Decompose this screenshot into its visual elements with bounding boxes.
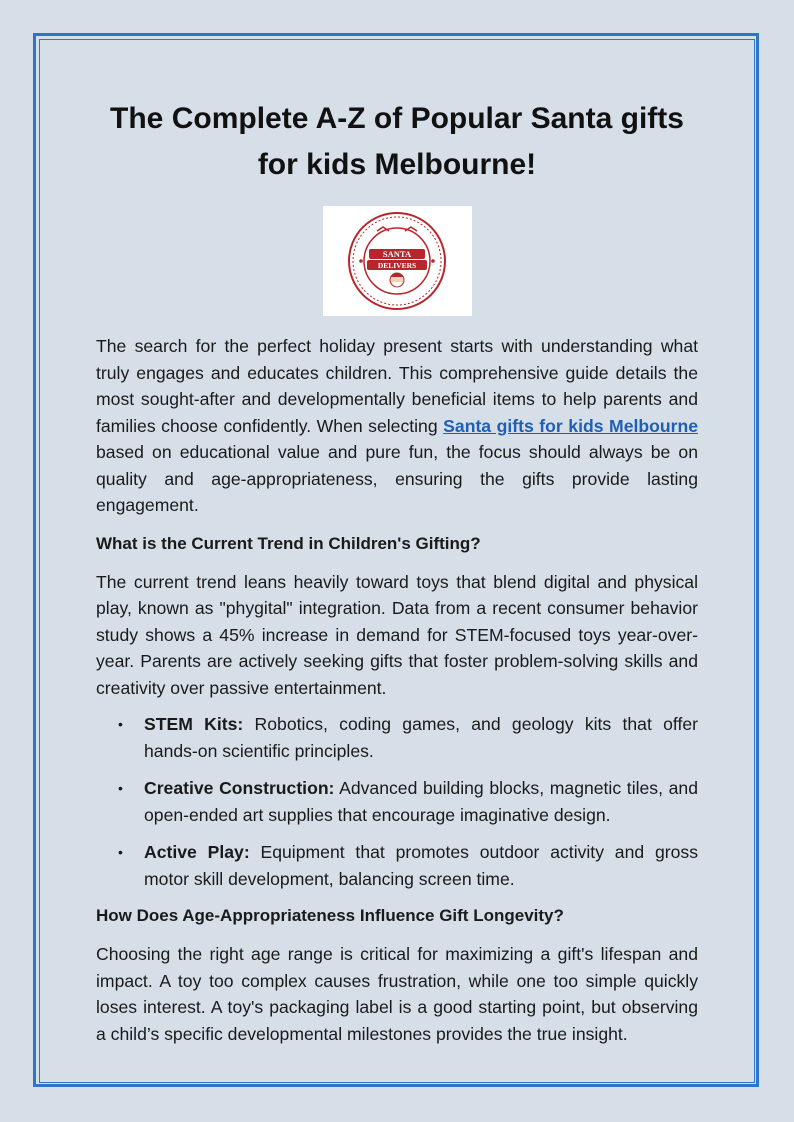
- list-item: [144, 839, 698, 892]
- document-title: The Complete A-Z of Popular Santa gifts for kids Melbourne!: [110, 102, 684, 181]
- section2-heading: How Does Age-Appropriateness Influence Gift Longevity?: [96, 906, 564, 925]
- list-item-text: Equipment that promotes outdoor activity and gross motor skill development, balancing screen time.: [144, 842, 698, 889]
- logo-badge-icon: [347, 211, 447, 311]
- logo-line2: DELIVERS: [377, 261, 417, 270]
- document-content: [96, 96, 698, 1047]
- section1-paragraph: The current trend leans heavily toward toys that blend digital and physical play, known as "phygital" integration. Data from a recent consumer behavior study shows a 45% increase in demand for STEM-focused toys year-over-year. Parents are actively seeking gifts that foster problem-solving skills and creativity over passive entertainment.: [96, 571, 698, 698]
- intro-paragraph: [96, 333, 698, 519]
- list-item-label: Creative Construction:: [144, 778, 335, 798]
- section1-heading: What is the Current Trend in Children's Gifting?: [96, 533, 481, 553]
- list-item-label: STEM Kits:: [144, 714, 244, 734]
- list-item: [144, 775, 698, 828]
- list-item-text: Robotics, coding games, and geology kits that offer hands-on scientific principles.: [144, 714, 699, 761]
- logo-line1: SANTA: [382, 249, 412, 259]
- list-item-label: Active Play:: [144, 842, 250, 862]
- santa-delivers-logo: [323, 206, 472, 316]
- list-item: [144, 711, 698, 764]
- intro-text-before: The search for the perfect holiday present starts with understanding what truly engages and educates children. This comprehensive guide details the most sought-after and developmentally beneficial items to help parents and families choose confidently. When selecting: [96, 336, 698, 436]
- gift-category-list: [96, 711, 698, 892]
- list-item-text: Advanced building blocks, magnetic tiles, and open-ended art supplies that encourage imaginative design.: [144, 778, 698, 825]
- section2-paragraph: Choosing the right age range is critical for maximizing a gift's lifespan and impact. A toy too complex causes frustration, while one too simple quickly loses interest. A toy's packaging label is a good starting point, but observing a child’s specific developmental milestones provides the true insight.: [96, 944, 698, 1044]
- santa-gifts-link[interactable]: Santa gifts for kids Melbourne: [443, 415, 698, 436]
- intro-text-after: based on educational value and pure fun, the focus should always be on quality and age-appropriateness, ensuring the gifts provide lasting engagement.: [96, 442, 698, 515]
